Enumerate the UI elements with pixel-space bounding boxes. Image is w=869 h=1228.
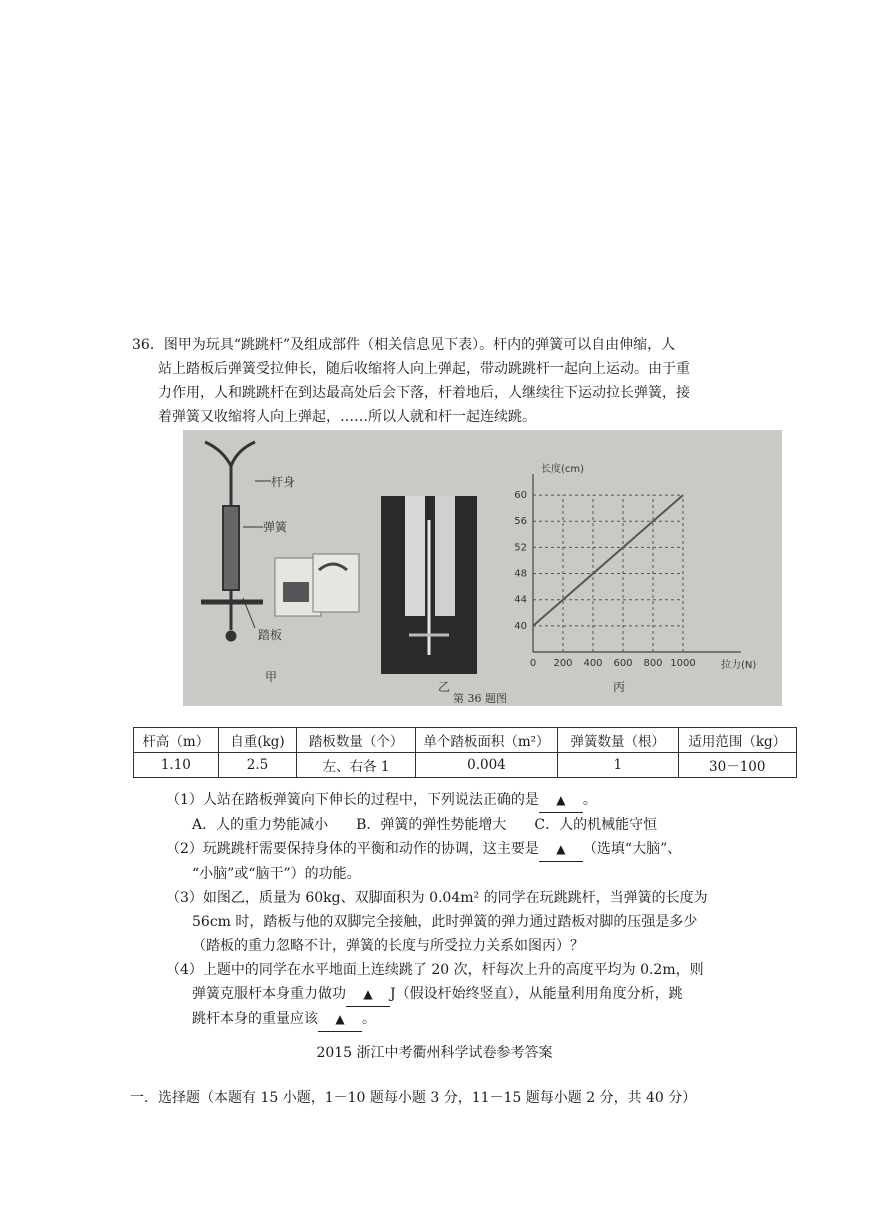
q1-text: （1）人站在踏板弹簧向下伸长的过程中，下列说法正确的是 bbox=[166, 792, 539, 808]
section-heading: 一．选择题（本题有 15 小题，1－10 题每小题 3 分，11－15 题每小题 2 分，共 40 分） bbox=[130, 1090, 697, 1106]
table-cell: 1.10 bbox=[134, 753, 219, 778]
label-bing: 丙 bbox=[613, 680, 626, 694]
y-tick-label: 60 bbox=[514, 490, 527, 502]
q36-line-2: 站上踏板后弹簧受拉伸长，随后收缩将人向上弹起，带动跳跳杆一起向上运动。由于重 bbox=[158, 361, 690, 377]
question-36-text bbox=[132, 333, 742, 429]
label-jia: 甲 bbox=[265, 670, 278, 684]
q4-blank-1: ▲ bbox=[346, 982, 390, 1007]
x-tick-label: 600 bbox=[613, 658, 633, 669]
figure-36 bbox=[183, 430, 782, 706]
table-header: 杆高（m） bbox=[134, 728, 219, 753]
q4-blank-2: ▲ bbox=[318, 1007, 362, 1032]
q3-line-3: （踏板的重力忽略不计，弹簧的长度与所受拉力关系如图丙）？ bbox=[192, 938, 584, 954]
y-axis-label: 长度(cm) bbox=[541, 464, 585, 475]
x-tick-label: 400 bbox=[583, 658, 603, 669]
q3-line-2: 56cm 时，踏板与他的双脚完全接触，此时弹簧的弹力通过踏板对脚的压强是多少 bbox=[192, 914, 698, 930]
spec-table bbox=[133, 727, 797, 778]
y-tick-label: 52 bbox=[514, 542, 527, 554]
q1-line bbox=[166, 788, 746, 813]
table-header: 弹簧数量（根） bbox=[558, 728, 678, 753]
table-row bbox=[134, 753, 797, 778]
label-rod: 杆身 bbox=[271, 475, 296, 489]
q3-line-1: （3）如图乙，质量为 60kg、双脚面积为 0.04m² 的同学在玩跳跳杆，当弹簧的长度为 bbox=[166, 890, 708, 906]
table-cell: 左、右各 1 bbox=[297, 753, 415, 778]
q1-options: A．人的重力势能减小 B．弹簧的弹性势能增大 C．人的机械能守恒 bbox=[192, 817, 658, 833]
table-header: 适用范围（kg） bbox=[678, 728, 797, 753]
x-tick-label: 200 bbox=[553, 658, 573, 669]
q1-end: 。 bbox=[582, 792, 597, 808]
series-line bbox=[533, 495, 683, 626]
figure-caption: 第 36 题图 bbox=[453, 692, 507, 705]
table-header: 单个踏板面积（m²） bbox=[415, 728, 557, 753]
q4-pre: 弹簧克服杆本身重力做功 bbox=[192, 986, 346, 1002]
q4-post: J（假设杆始终竖直），从能量利用角度分析，跳 bbox=[390, 986, 683, 1002]
y-tick-label: 48 bbox=[514, 568, 527, 580]
y-tick-label: 44 bbox=[514, 594, 527, 606]
pedal-parts-icon bbox=[275, 554, 359, 616]
figure-svg bbox=[183, 430, 782, 706]
q4-pre-2: 跳杆本身的重量应该 bbox=[192, 1011, 318, 1027]
q2-end: （选填“大脑”、 bbox=[582, 841, 682, 857]
pogo-stick-icon bbox=[201, 442, 263, 640]
table-cell: 0.004 bbox=[415, 753, 557, 778]
q4-line-2 bbox=[166, 982, 746, 1007]
length-force-chart bbox=[514, 462, 756, 671]
table-header: 踏板数量（个） bbox=[297, 728, 415, 753]
q2-blank: ▲ bbox=[539, 837, 583, 862]
q4-post-2: 。 bbox=[362, 1011, 376, 1027]
q2-line-2: “小脑”或“脑干”）的功能。 bbox=[192, 866, 361, 882]
y-tick-label: 40 bbox=[514, 620, 527, 632]
table-header: 自重(kg) bbox=[218, 728, 297, 753]
q36-line-1: 36．图甲为玩具“跳跳杆”及组成部件（相关信息见下表）。杆内的弹簧可以自由伸缩，人 bbox=[132, 337, 676, 353]
q4-line-3 bbox=[166, 1007, 746, 1032]
table-header-row bbox=[134, 728, 797, 753]
table-cell: 1 bbox=[558, 753, 678, 778]
table-cell: 2.5 bbox=[218, 753, 297, 778]
x-tick-label: 0 bbox=[529, 658, 537, 669]
photo-person-icon bbox=[381, 496, 477, 674]
label-yi: 乙 bbox=[438, 680, 451, 694]
y-tick-label: 56 bbox=[514, 516, 527, 528]
x-tick-label: 800 bbox=[643, 658, 663, 669]
x-axis-label: 拉力(N) bbox=[721, 660, 757, 671]
sub-questions bbox=[166, 788, 746, 1032]
q4-line-1: （4）上题中的同学在水平地面上连续跳了 20 次，杆每次上升的高度平均为 0.2m，则 bbox=[166, 962, 704, 978]
q2-line-1 bbox=[166, 837, 746, 862]
label-pedal: 踏板 bbox=[258, 628, 283, 642]
q36-line-3: 力作用，人和跳跳杆在到达最高处后会下落，杆着地后，人继续往下运动拉长弹簧，接 bbox=[158, 385, 690, 401]
q2-text: （2）玩跳跳杆需要保持身体的平衡和动作的协调，这主要是 bbox=[166, 841, 539, 857]
answer-title: 2015 浙江中考衢州科学试卷参考答案 bbox=[316, 1045, 553, 1061]
table-cell: 30－100 bbox=[678, 753, 797, 778]
x-tick-label: 1000 bbox=[670, 658, 696, 669]
q36-line-4: 着弹簧又收缩将人向上弹起，……所以人就和杆一起连续跳。 bbox=[158, 409, 536, 425]
label-spring: 弹簧 bbox=[263, 520, 288, 534]
q1-blank: ▲ bbox=[539, 788, 583, 813]
